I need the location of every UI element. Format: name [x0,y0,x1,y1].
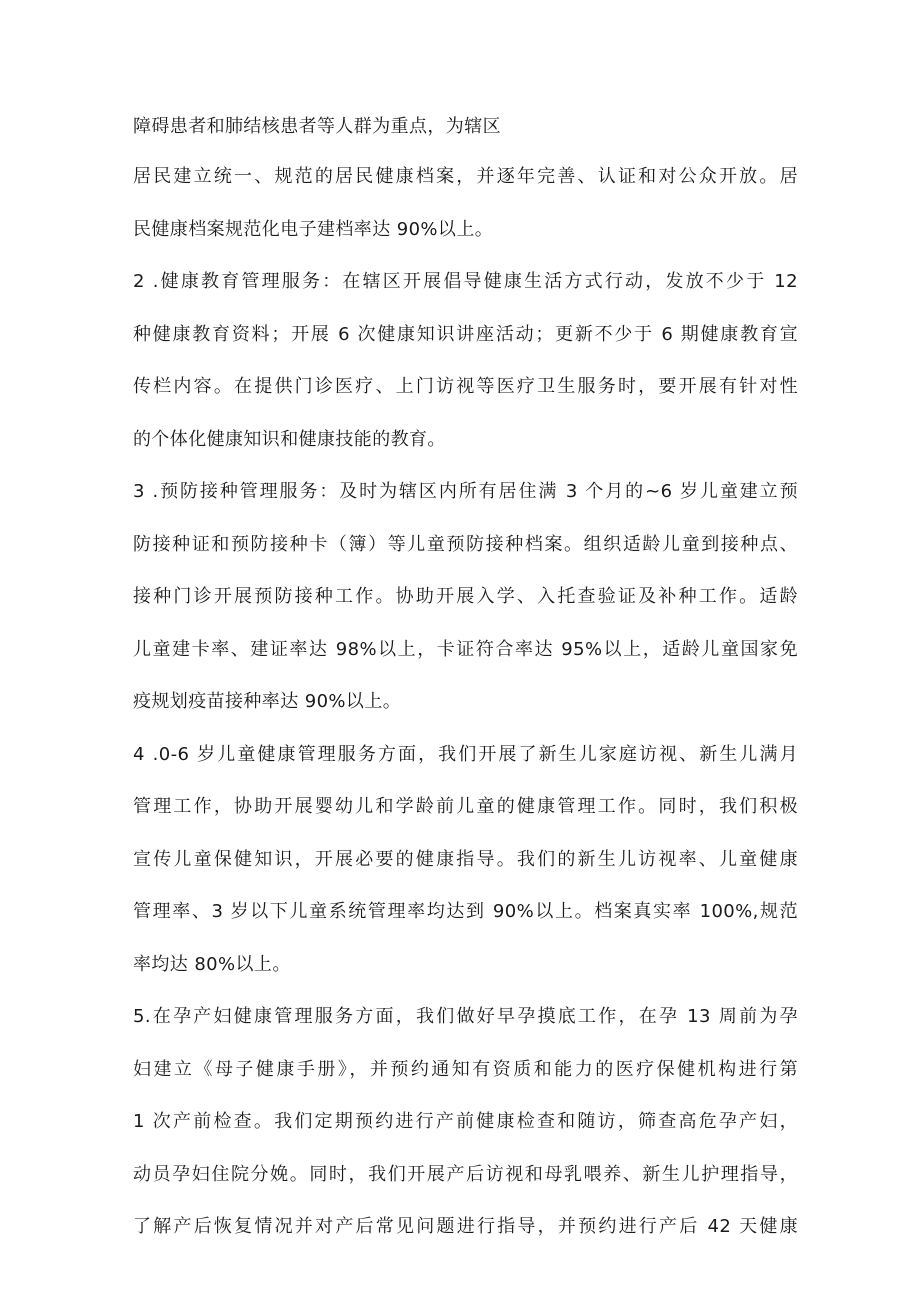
text-line: 2 .健康教育管理服务：在辖区开展倡导健康生活方式行动，发放不少于 12 [133,271,798,292]
text-line: 疫规划疫苗接种率达 90%以上。 [133,691,402,712]
text-line: 管理工作，协助开展婴幼儿和学龄前儿童的健康管理工作。同时，我们积极 [133,796,798,817]
text-line: 宣传儿童保健知识，开展必要的健康指导。我们的新生儿访视率、儿童健康 [133,849,798,870]
text-line: 的个体化健康知识和健康技能的教育。 [133,429,446,450]
text-line: 儿童建卡率、建证率达 98%以上，卡证符合率达 95%以上，适龄儿童国家免 [133,639,798,660]
text-line: 种健康教育资料；开展 6 次健康知识讲座活动；更新不少于 6 期健康教育宣 [133,324,798,345]
text-line: 防接种证和预防接种卡（簿）等儿童预防接种档案。组织适龄儿童到接种点、 [133,534,798,555]
text-line: 率均达 80%以上。 [133,954,291,975]
text-line: 妇建立《母子健康手册》，并预约通知有资质和能力的医疗保健机构进行第 [133,1059,798,1080]
text-line: 了解产后恢复情况并对产后常见问题进行指导，并预约进行产后 42 天健康 [133,1216,798,1237]
text-line: 动员孕妇住院分娩。同时，我们开展产后访视和母乳喂养、新生儿护理指导， [133,1164,798,1185]
text-line: 民健康档案规范化电子建档率达 90%以上。 [133,219,494,240]
text-line: 居民建立统一、规范的居民健康档案，并逐年完善、认证和对公众开放。居 [133,166,798,187]
text-line: 4 .0-6 岁儿童健康管理服务方面，我们开展了新生儿家庭访视、新生儿满月 [133,744,798,765]
text-line: 接种门诊开展预防接种工作。协助开展入学、入托查验证及补种工作。适龄 [133,586,798,607]
text-line: 1 次产前检查。我们定期预约进行产前健康检查和随访，筛查高危孕产妇， [133,1111,798,1132]
text-line: 5.在孕产妇健康管理服务方面，我们做好早孕摸底工作，在孕 13 周前为孕 [133,1006,798,1027]
text-line: 障碍患者和肺结核患者等人群为重点，为辖区 [133,116,501,137]
text-line: 传栏内容。在提供门诊医疗、上门访视等医疗卫生服务时，要开展有针对性 [133,376,798,397]
text-line: 3 .预防接种管理服务：及时为辖区内所有居住满 3 个月的~6 岁儿童建立预 [133,481,798,502]
text-line: 管理率、3 岁以下儿童系统管理率均达到 90%以上。档案真实率 100%,规范 [133,901,798,922]
